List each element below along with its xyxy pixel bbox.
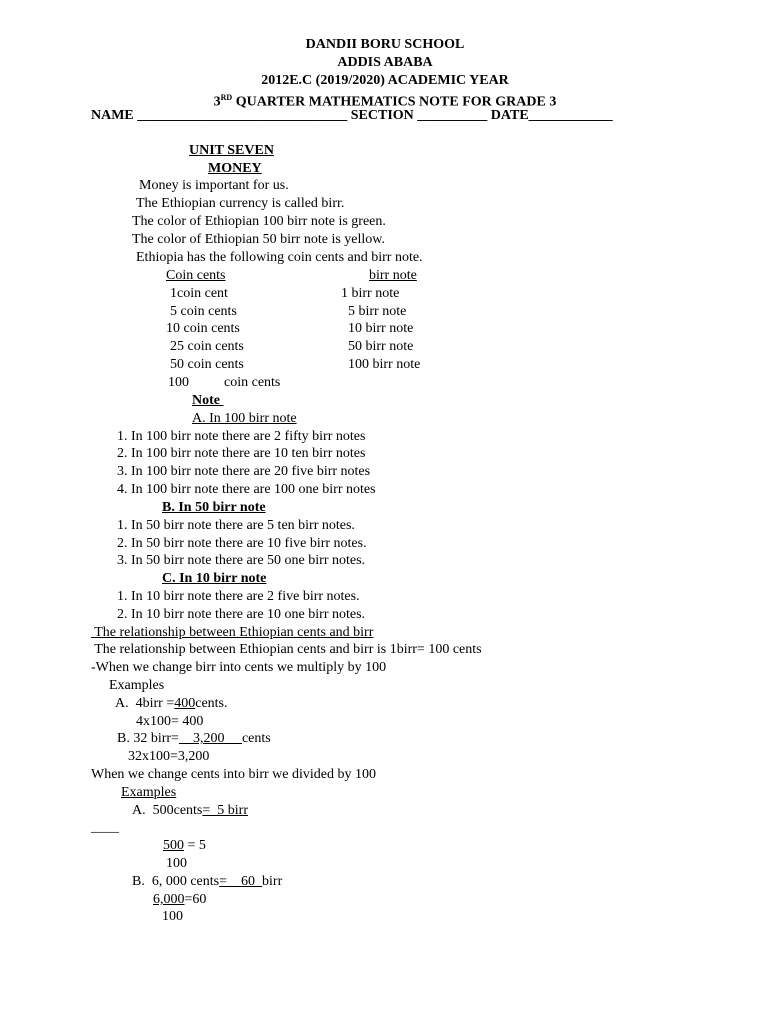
fraction-numerator: 500 bbox=[163, 838, 184, 853]
example-a-work: 4x100= 400 bbox=[136, 714, 204, 729]
example-b-unit: cents bbox=[241, 731, 271, 746]
unit-subtitle: MONEY bbox=[208, 161, 262, 176]
birr-note-header: birr note bbox=[369, 268, 417, 283]
example2-b-answer: = 60 bbox=[219, 874, 263, 889]
note-item: 100 birr note bbox=[348, 357, 421, 372]
unit-title: UNIT SEVEN bbox=[189, 143, 274, 158]
coin-item: 10 coin cents bbox=[166, 321, 240, 336]
example2-a-work bbox=[163, 838, 206, 854]
city: ADDIS ABABA bbox=[337, 55, 433, 70]
example-a-text: A. 4birr = bbox=[115, 696, 175, 711]
examples-label: Examples bbox=[109, 678, 165, 693]
note-title: Note bbox=[192, 393, 224, 408]
fraction-denominator: 100 bbox=[162, 909, 183, 924]
list-item: 1. In 10 birr note there are 2 five birr notes. bbox=[117, 589, 360, 604]
example2-b-work bbox=[153, 892, 206, 908]
fraction-result: =60 bbox=[184, 892, 207, 907]
list-item: 1. In 100 birr note there are 2 fifty birr notes bbox=[117, 429, 366, 444]
intro-line: The color of Ethiopian 50 birr note is yellow. bbox=[132, 232, 385, 247]
intro-line: The color of Ethiopian 100 birr note is green. bbox=[132, 214, 386, 229]
example-b-work: 32x100=3,200 bbox=[128, 749, 210, 764]
coin-item: 5 coin cents bbox=[170, 304, 237, 319]
example-b-answer: 3,200 bbox=[178, 731, 242, 746]
quarter-number: 3 bbox=[213, 94, 221, 110]
example2-a-answer: = 5 birr bbox=[202, 803, 248, 818]
examples-label: Examples bbox=[121, 785, 177, 800]
coin-item: 100 coin cents bbox=[168, 375, 281, 390]
list-item: 1. In 50 birr note there are 5 ten birr notes. bbox=[117, 518, 355, 533]
list-item: 2. In 100 birr note there are 10 ten birr notes bbox=[117, 446, 366, 461]
list-item: 4. In 100 birr note there are 100 one birr notes bbox=[117, 482, 376, 497]
fraction-denominator: 100 bbox=[166, 856, 187, 871]
intro-line: The Ethiopian currency is called birr. bbox=[136, 196, 345, 211]
list-item: 2. In 50 birr note there are 10 five birr notes. bbox=[117, 536, 367, 551]
example-a-unit: cents. bbox=[195, 696, 228, 711]
fraction-numerator: 6,000 bbox=[153, 892, 185, 907]
note-item: 50 birr note bbox=[348, 339, 414, 354]
rule-multiply: -When we change birr into cents we multiply by 100 bbox=[91, 660, 387, 675]
section-c-title: C. In 10 birr note bbox=[162, 571, 267, 586]
quarter-superscript: RD bbox=[220, 93, 233, 102]
section-b-title: B. In 50 birr note bbox=[162, 500, 266, 515]
note-item: 10 birr note bbox=[348, 321, 414, 336]
relationship-statement: The relationship between Ethiopian cents and birr is 1birr= 100 cents bbox=[91, 642, 482, 657]
example2-b-unit: birr bbox=[262, 874, 283, 889]
intro-line: Money is important for us. bbox=[139, 178, 289, 193]
note-item: 5 birr note bbox=[348, 304, 407, 319]
example2-b-text: B. 6, 000 cents bbox=[132, 874, 220, 889]
example2-b bbox=[132, 874, 282, 890]
academic-year: 2012E.C (2019/2020) ACADEMIC YEAR bbox=[261, 73, 509, 88]
rule-divide: When we change cents into birr we divided by 100 bbox=[91, 767, 376, 782]
coin-item: 25 coin cents bbox=[170, 339, 244, 354]
school-name: DANDII BORU SCHOOL bbox=[305, 37, 465, 52]
example2-a-text: A. 500cents bbox=[132, 803, 203, 818]
intro-line: Ethiopia has the following coin cents and birr note. bbox=[136, 250, 423, 265]
list-item: 3. In 100 birr note there are 20 five birr notes bbox=[117, 464, 371, 479]
note-item: 1 birr note bbox=[341, 286, 400, 301]
fraction-result: = 5 bbox=[184, 838, 206, 853]
example-b bbox=[117, 731, 271, 747]
quarter-text: QUARTER MATHEMATICS NOTE FOR GRADE 3 bbox=[232, 94, 557, 110]
coin-cents-header: Coin cents bbox=[166, 268, 226, 283]
relationship-heading: The relationship between Ethiopian cents and birr bbox=[91, 625, 374, 640]
coin-item: 1coin cent bbox=[170, 286, 228, 301]
example-a bbox=[115, 696, 228, 712]
list-item: 2. In 10 birr note there are 10 one birr notes. bbox=[117, 607, 366, 622]
section-a-title: A. In 100 birr note bbox=[192, 411, 297, 426]
coin-item: 50 coin cents bbox=[170, 357, 244, 372]
example2-a bbox=[132, 803, 248, 819]
divider-dash: ____ bbox=[91, 820, 119, 835]
list-item: 3. In 50 birr note there are 50 one birr notes. bbox=[117, 553, 366, 568]
example-b-text: B. 32 birr= bbox=[117, 731, 179, 746]
name-section-date-line: NAME ______________________________ SECTION __________ DATE____________ bbox=[91, 108, 613, 123]
example-a-answer: 400 bbox=[174, 696, 196, 711]
